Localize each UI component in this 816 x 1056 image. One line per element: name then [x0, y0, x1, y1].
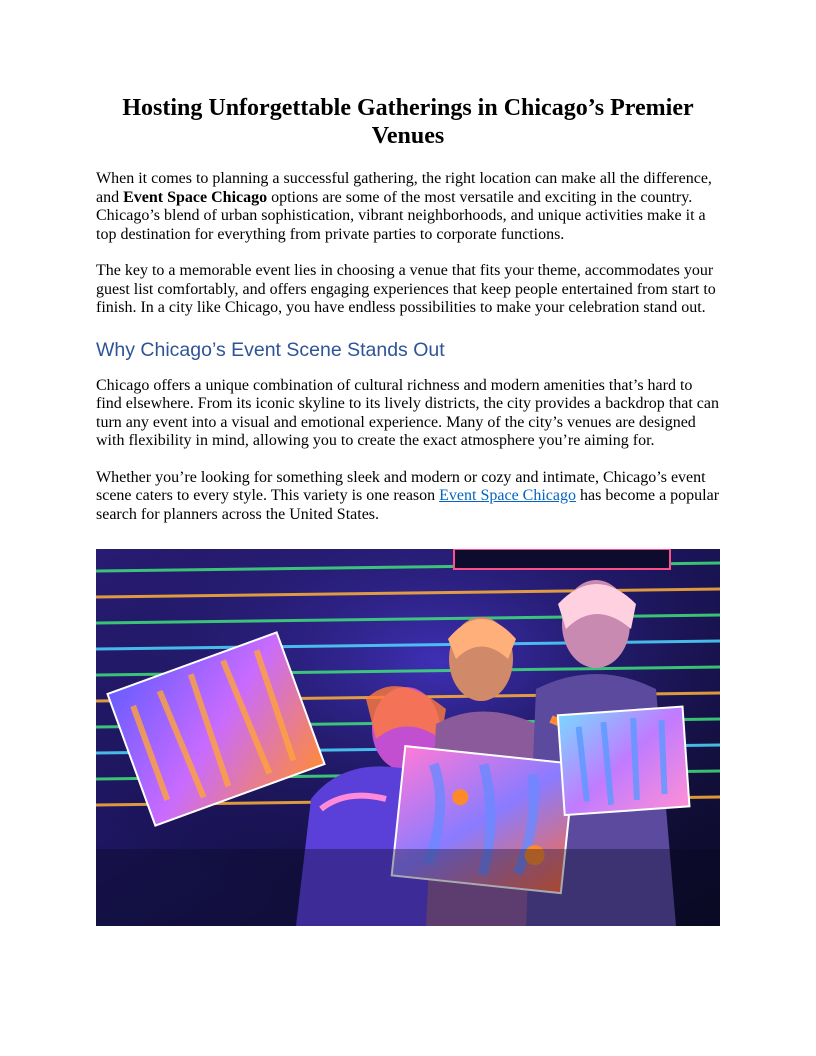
variety-text-after: has become a popular search for planners across the United States.	[96, 487, 720, 523]
intro-text-after: options are some of the most versatile and exciting in the country. Chicago’s blend of urban sophistication, vibrant neighborhoods, and unique activities make it a top destination for everything from private parties to corporate functions.	[96, 188, 706, 243]
document-page	[96, 94, 720, 524]
event-space-chicago-link[interactable]: Event Space Chicago	[439, 487, 576, 504]
page-title: Hosting Unforgettable Gatherings in Chicago’s Premier Venues	[122, 95, 694, 149]
intro-paragraph	[96, 170, 720, 244]
intro-text-before: When it comes to planning a successful gathering, the right location can make all the difference, and	[96, 170, 712, 206]
intro-bold-term: Event Space Chicago	[123, 188, 268, 206]
paragraph-cultural: Chicago offers a unique combination of cultural richness and modern amenities that’s hard to find elsewhere. From its iconic skyline to its lively districts, the city provides a backdrop that can turn any event into a visual and emotional experience. Many of the city’s venues are designed with flexibility in mind, allowing you to create the exact atmosphere you’re aiming for.	[96, 376, 719, 449]
event-photo	[96, 549, 720, 926]
blacklight-paint-party-illustration	[96, 549, 720, 926]
paragraph-venue-choice: The key to a memorable event lies in choosing a venue that fits your theme, accommodates your guest list comfortably, and offers engaging experiences that keep people entertained from start to finish. In a city like Chicago, you have endless possibilities to make your celebration stand out.	[96, 262, 716, 316]
paragraph-variety	[96, 469, 720, 525]
section-heading: Why Chicago’s Event Scene Stands Out	[96, 338, 445, 361]
variety-text-before: Whether you’re looking for something sleek and modern or cozy and intimate, Chicago’s event scene caters to every style. This variety is one reason	[96, 468, 706, 504]
